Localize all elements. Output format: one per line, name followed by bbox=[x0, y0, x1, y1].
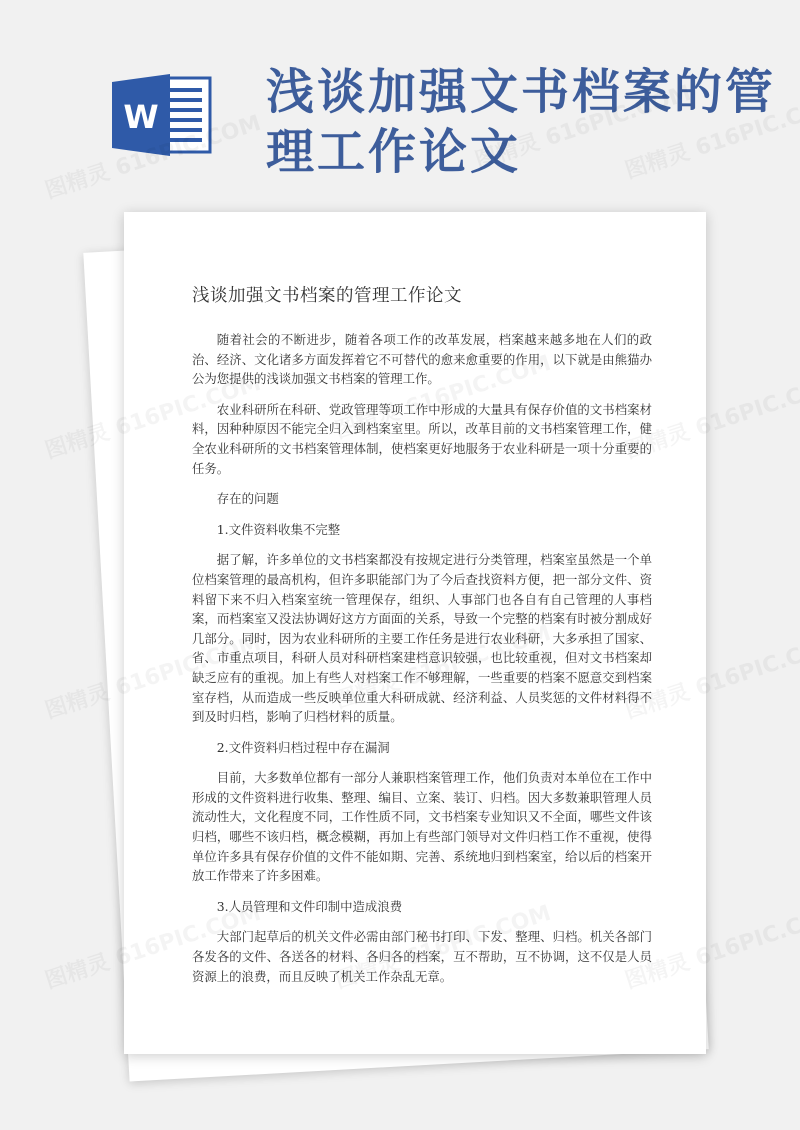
paragraph-3: 大部门起草后的机关文件必需由部门秘书打印、下发、整理、归档。机关各部门各发各的文件、各送各的材料、各归各的档案，互不帮助，互不协调，这不仅是人员资源上的浪费，而且反映了机关工作杂乱无章。 bbox=[192, 929, 652, 984]
paragraph-intro: 随着社会的不断进步，随着各项工作的改革发展，档案越来越多地在人们的政治、经济、文化诸多方面发挥着它不可替代的愈来愈重要的作用，以下就是由熊猫办公为您提供的浅谈加强文书档案的管理工作。 bbox=[192, 332, 652, 387]
document-title: 浅谈加强文书档案的管理工作论文 bbox=[192, 286, 462, 306]
paragraph-background: 农业科研所在科研、党政管理等项工作中形成的大量具有保存价值的文书档案材料，因种种原因不能完全归入到档案室里。所以，改革目前的文书档案管理工作，健全农业科研所的文书档案管理体制，使档案更好地服务于农业科研是一项十分重要的任务。 bbox=[192, 401, 652, 476]
svg-text:W: W bbox=[123, 98, 159, 136]
subheading-3: 3.人员管理和文件印制中造成浪费 bbox=[216, 898, 403, 914]
word-document-icon bbox=[112, 74, 212, 156]
subheading-1: 1.文件资料收集不完整 bbox=[216, 521, 341, 537]
document-page bbox=[124, 212, 706, 1054]
subheading-2: 2.文件资料归档过程中存在漏洞 bbox=[216, 739, 390, 755]
document-body bbox=[192, 330, 652, 997]
section-heading-problems: 存在的问题 bbox=[216, 491, 279, 507]
paragraph-1: 据了解，许多单位的文书档案都没有按规定进行分类管理，档案室虽然是一个单位档案管理的最高机构，但许多职能部门为了今后查找资料方便，把一部分文件、资料留下来不归入档案室统一管理保存，组织、人事部门也各自有自己管理的人事档案，而档案室又没法协调好这方方面面的关系，导致一个完整的档案有时被分割成好几部分。同时，因为农业科研所的主要工作任务是进行农业科研，大多承担了国家、省、市重点项目，科研人员对科研档案建档意识较强，也比较重视，但对文书档案却缺乏应有的重视。加上有些人对档案工作不够理解，一些重要的档案不愿意交到档案室存档，从而造成一些反映单位重大科研成就、经济利益、人员奖惩的文件材料得不到及时归档，影响了归档材料的质量。 bbox=[192, 552, 652, 725]
paragraph-2: 目前，大多数单位都有一部分人兼职档案管理工作，他们负责对本单位在工作中形成的文件资料进行收集、整理、编目、立案、装订、归档。因大多数兼职管理人员流动性大，文化程度不同，工作性质不同，文书档案专业知识又不全面，哪些文件该归档，哪些不该归档，概念模糊，再加上有些部门领导对文件归档工作不重视，使得单位许多具有保存价值的文件不能如期、完善、系统地归到档案室，给以后的档案开放工作带来了许多困难。 bbox=[192, 770, 652, 884]
banner-title: 浅谈加强文书档案的管理工作论文 bbox=[266, 64, 777, 180]
